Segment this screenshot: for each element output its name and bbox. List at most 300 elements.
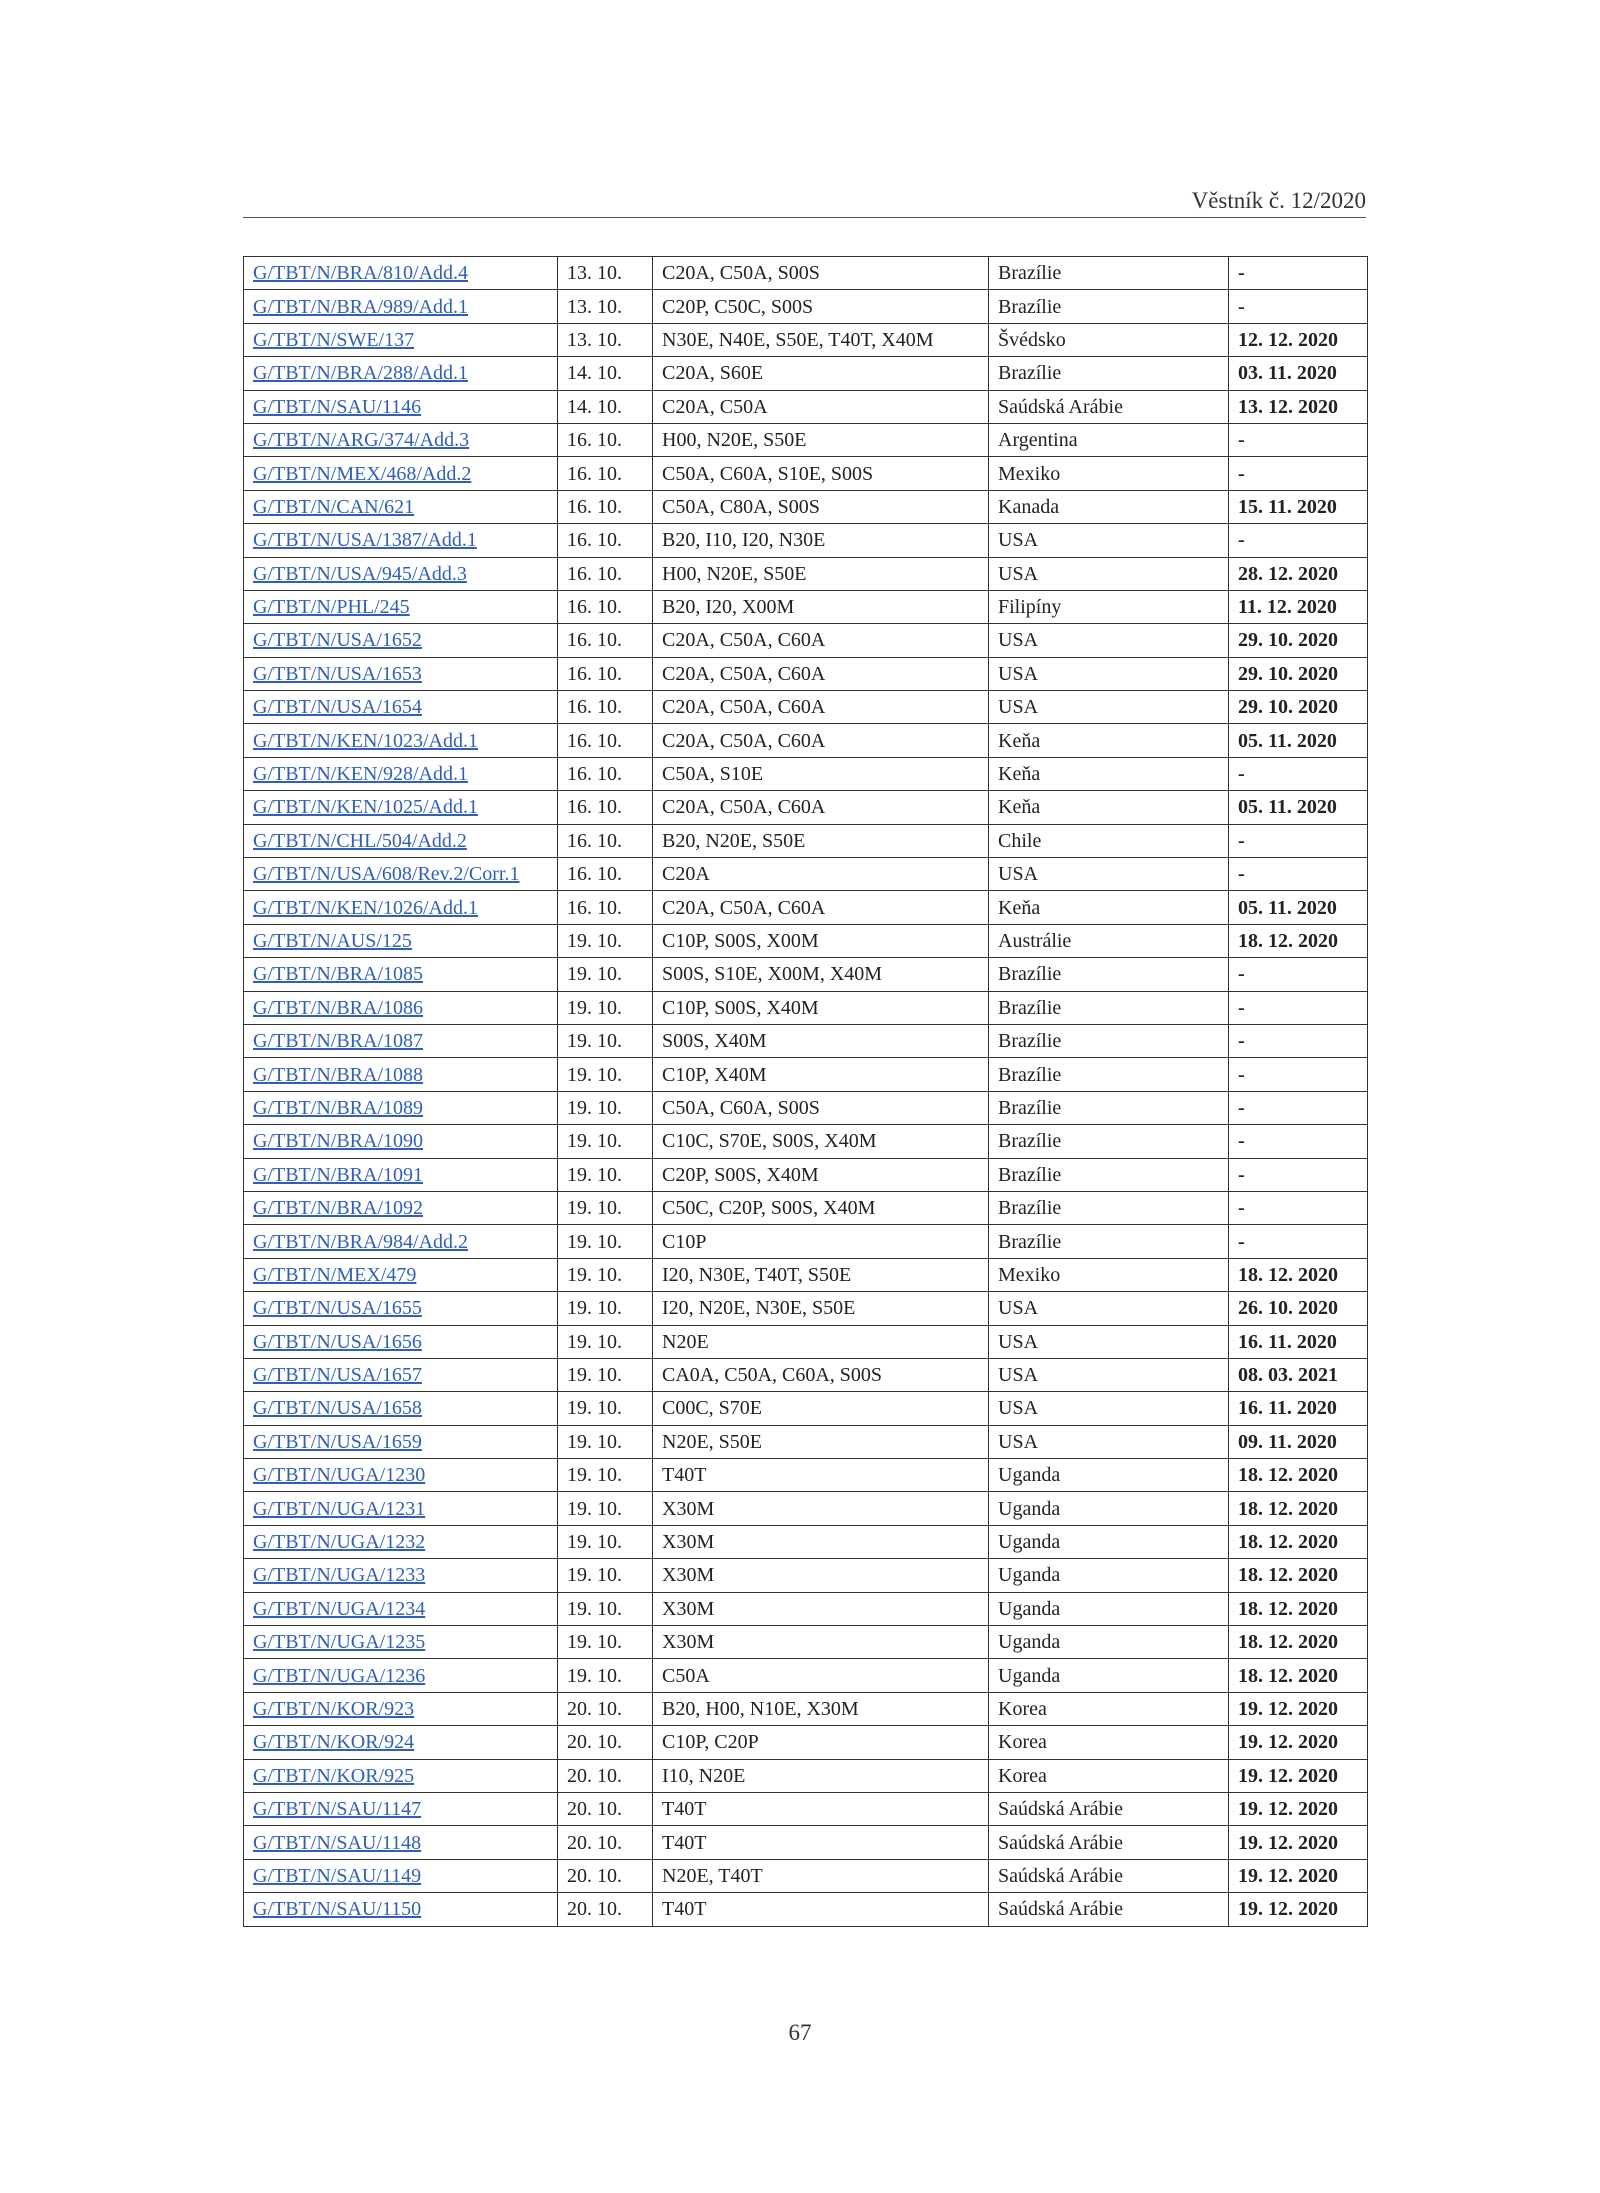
deadline-cell: - [1229, 423, 1368, 456]
notification-code-cell [244, 290, 558, 323]
deadline-cell: - [1229, 824, 1368, 857]
notification-link[interactable]: G/TBT/N/USA/1655 [253, 1297, 422, 1320]
table-row [244, 791, 1368, 824]
notification-link[interactable]: G/TBT/N/CHL/504/Add.2 [253, 829, 467, 852]
country-cell: Švédsko [989, 323, 1229, 356]
ics-codes-cell: N30E, N40E, S50E, T40T, X40M [653, 323, 989, 356]
ics-codes-cell: T40T [653, 1826, 989, 1859]
deadline-cell: 29. 10. 2020 [1229, 657, 1368, 690]
notification-link[interactable]: G/TBT/N/KEN/928/Add.1 [253, 763, 468, 786]
notification-code-cell [244, 657, 558, 690]
notification-code-cell [244, 1826, 558, 1859]
date-cell: 16. 10. [558, 724, 653, 757]
table-row [244, 1191, 1368, 1224]
ics-codes-cell: C00C, S70E [653, 1392, 989, 1425]
date-cell: 19. 10. [558, 1024, 653, 1057]
country-cell: USA [989, 691, 1229, 724]
deadline-cell: 18. 12. 2020 [1229, 1459, 1368, 1492]
notification-link[interactable]: G/TBT/N/USA/1658 [253, 1397, 422, 1420]
table-row [244, 590, 1368, 623]
country-cell: Keňa [989, 757, 1229, 790]
notification-link[interactable]: G/TBT/N/USA/1654 [253, 696, 422, 719]
ics-codes-cell: T40T [653, 1459, 989, 1492]
table-row [244, 1859, 1368, 1892]
country-cell: Saúdská Arábie [989, 390, 1229, 423]
date-cell: 16. 10. [558, 624, 653, 657]
table-row [244, 1125, 1368, 1158]
notification-link[interactable]: G/TBT/N/SAU/1149 [253, 1864, 422, 1887]
notification-link[interactable]: G/TBT/N/UGA/1234 [253, 1597, 426, 1620]
country-cell: Brazílie [989, 1191, 1229, 1224]
ics-codes-cell: B20, I10, I20, N30E [653, 524, 989, 557]
date-cell: 19. 10. [558, 1258, 653, 1291]
deadline-cell: 18. 12. 2020 [1229, 1592, 1368, 1625]
deadline-cell: 13. 12. 2020 [1229, 390, 1368, 423]
country-cell: USA [989, 557, 1229, 590]
notification-link[interactable]: G/TBT/N/MEX/468/Add.2 [253, 462, 472, 485]
table-row [244, 1325, 1368, 1358]
bulletin-title: Věstník č. 12/2020 [1191, 188, 1366, 213]
notification-link[interactable]: G/TBT/N/SAU/1146 [253, 395, 422, 418]
date-cell: 19. 10. [558, 1492, 653, 1525]
date-cell: 19. 10. [558, 1225, 653, 1258]
ics-codes-cell: C10P, S00S, X00M [653, 924, 989, 957]
table-row [244, 557, 1368, 590]
notification-link[interactable]: G/TBT/N/BRA/1088 [253, 1063, 424, 1086]
notification-link[interactable]: G/TBT/N/USA/1652 [253, 629, 422, 652]
notification-code-cell [244, 524, 558, 557]
date-cell: 16. 10. [558, 524, 653, 557]
deadline-cell: - [1229, 1091, 1368, 1124]
country-cell: Keňa [989, 791, 1229, 824]
notification-link[interactable]: G/TBT/N/UGA/1230 [253, 1464, 426, 1487]
ics-codes-cell: X30M [653, 1559, 989, 1592]
ics-codes-cell: H00, N20E, S50E [653, 557, 989, 590]
ics-codes-cell: C10C, S70E, S00S, X40M [653, 1125, 989, 1158]
ics-codes-cell: C20A, C50A, S00S [653, 257, 989, 290]
deadline-cell: - [1229, 1125, 1368, 1158]
notification-code-cell [244, 1626, 558, 1659]
date-cell: 16. 10. [558, 557, 653, 590]
country-cell: Uganda [989, 1559, 1229, 1592]
notification-code-cell [244, 1024, 558, 1057]
country-cell: Brazílie [989, 357, 1229, 390]
deadline-cell: 18. 12. 2020 [1229, 924, 1368, 957]
table-row [244, 1559, 1368, 1592]
notification-code-cell [244, 1893, 558, 1926]
table-row [244, 1459, 1368, 1492]
country-cell: Kanada [989, 490, 1229, 523]
notification-link[interactable]: G/TBT/N/BRA/288/Add.1 [253, 362, 469, 385]
deadline-cell: - [1229, 1158, 1368, 1191]
table-row [244, 724, 1368, 757]
date-cell: 20. 10. [558, 1759, 653, 1792]
deadline-cell: 16. 11. 2020 [1229, 1325, 1368, 1358]
country-cell: Uganda [989, 1592, 1229, 1625]
table-row [244, 290, 1368, 323]
notification-code-cell [244, 1358, 558, 1391]
notification-link[interactable]: G/TBT/N/SAU/1150 [253, 1898, 422, 1921]
ics-codes-cell: C10P, C20P [653, 1726, 989, 1759]
ics-codes-cell: C20A, C50A, C60A [653, 724, 989, 757]
deadline-cell: - [1229, 290, 1368, 323]
notification-code-cell [244, 1158, 558, 1191]
notification-link[interactable]: G/TBT/N/KEN/1023/Add.1 [253, 729, 478, 752]
notification-link[interactable]: G/TBT/N/KEN/1025/Add.1 [253, 796, 478, 819]
notification-code-cell [244, 1425, 558, 1458]
notification-code-cell [244, 557, 558, 590]
notifications-table [243, 256, 1368, 1927]
ics-codes-cell: C20A, C50A, C60A [653, 891, 989, 924]
date-cell: 20. 10. [558, 1792, 653, 1825]
table-row [244, 1592, 1368, 1625]
ics-codes-cell: C20A, C50A, C60A [653, 791, 989, 824]
table-row [244, 958, 1368, 991]
notification-link[interactable]: G/TBT/N/USA/1657 [253, 1364, 422, 1387]
date-cell: 19. 10. [558, 924, 653, 957]
table-row [244, 1425, 1368, 1458]
deadline-cell: - [1229, 1024, 1368, 1057]
ics-codes-cell: C10P, X40M [653, 1058, 989, 1091]
notification-code-cell [244, 1859, 558, 1892]
date-cell: 20. 10. [558, 1826, 653, 1859]
deadline-cell: - [1229, 858, 1368, 891]
country-cell: Uganda [989, 1626, 1229, 1659]
deadline-cell: - [1229, 757, 1368, 790]
date-cell: 19. 10. [558, 958, 653, 991]
notification-link[interactable]: G/TBT/N/SWE/137 [253, 328, 415, 351]
notification-link[interactable]: G/TBT/N/BRA/1089 [253, 1096, 424, 1119]
notification-code-cell [244, 1692, 558, 1725]
country-cell: Uganda [989, 1525, 1229, 1558]
notification-code-cell [244, 1091, 558, 1124]
notification-link[interactable]: G/TBT/N/BRA/1087 [253, 1030, 424, 1053]
notification-link[interactable]: G/TBT/N/BRA/1091 [253, 1163, 424, 1186]
table-row [244, 1525, 1368, 1558]
deadline-cell: 11. 12. 2020 [1229, 590, 1368, 623]
country-cell: USA [989, 624, 1229, 657]
country-cell: Saúdská Arábie [989, 1859, 1229, 1892]
deadline-cell: 26. 10. 2020 [1229, 1292, 1368, 1325]
deadline-cell: - [1229, 457, 1368, 490]
ics-codes-cell: C50A, C60A, S00S [653, 1091, 989, 1124]
notification-code-cell [244, 691, 558, 724]
date-cell: 19. 10. [558, 1525, 653, 1558]
notification-code-cell [244, 1392, 558, 1425]
ics-codes-cell: I10, N20E [653, 1759, 989, 1792]
deadline-cell: 12. 12. 2020 [1229, 323, 1368, 356]
notification-code-cell [244, 1659, 558, 1692]
date-cell: 19. 10. [558, 1626, 653, 1659]
notification-link[interactable]: G/TBT/N/UGA/1236 [253, 1664, 426, 1687]
date-cell: 19. 10. [558, 1592, 653, 1625]
date-cell: 19. 10. [558, 1392, 653, 1425]
page-header [243, 185, 1366, 218]
page-number: 67 [788, 2020, 812, 2045]
country-cell: Saúdská Arábie [989, 1893, 1229, 1926]
ics-codes-cell: T40T [653, 1893, 989, 1926]
notification-code-cell [244, 1058, 558, 1091]
notification-link[interactable]: G/TBT/N/ARG/374/Add.3 [253, 429, 470, 452]
table-row [244, 457, 1368, 490]
table-row [244, 1058, 1368, 1091]
notification-link[interactable]: G/TBT/N/SAU/1148 [253, 1831, 422, 1854]
notification-link[interactable]: G/TBT/N/USA/1659 [253, 1430, 422, 1453]
country-cell: Austrálie [989, 924, 1229, 957]
date-cell: 19. 10. [558, 1292, 653, 1325]
notification-link[interactable]: G/TBT/N/KOR/923 [253, 1697, 415, 1720]
country-cell: Brazílie [989, 1024, 1229, 1057]
notification-code-cell [244, 1191, 558, 1224]
deadline-cell: - [1229, 524, 1368, 557]
date-cell: 16. 10. [558, 891, 653, 924]
date-cell: 14. 10. [558, 357, 653, 390]
table-row [244, 1726, 1368, 1759]
deadline-cell: - [1229, 958, 1368, 991]
ics-codes-cell: X30M [653, 1492, 989, 1525]
ics-codes-cell: C10P, S00S, X40M [653, 991, 989, 1024]
table-row [244, 858, 1368, 891]
date-cell: 16. 10. [558, 757, 653, 790]
country-cell: Brazílie [989, 1225, 1229, 1258]
notification-link[interactable]: G/TBT/N/BRA/1085 [253, 963, 424, 986]
date-cell: 16. 10. [558, 791, 653, 824]
date-cell: 16. 10. [558, 457, 653, 490]
notification-code-cell [244, 1592, 558, 1625]
country-cell: Brazílie [989, 290, 1229, 323]
notification-code-cell [244, 257, 558, 290]
date-cell: 20. 10. [558, 1859, 653, 1892]
deadline-cell: 19. 12. 2020 [1229, 1792, 1368, 1825]
table-row [244, 423, 1368, 456]
date-cell: 19. 10. [558, 1191, 653, 1224]
notification-code-cell [244, 357, 558, 390]
deadline-cell: 16. 11. 2020 [1229, 1392, 1368, 1425]
table-row [244, 1792, 1368, 1825]
country-cell: Brazílie [989, 1058, 1229, 1091]
notification-code-cell [244, 1225, 558, 1258]
table-row [244, 1292, 1368, 1325]
deadline-cell: 19. 12. 2020 [1229, 1726, 1368, 1759]
deadline-cell: 18. 12. 2020 [1229, 1659, 1368, 1692]
notification-link[interactable]: G/TBT/N/CAN/621 [253, 495, 415, 518]
table-row [244, 691, 1368, 724]
notification-code-cell [244, 1559, 558, 1592]
table-row [244, 891, 1368, 924]
notification-link[interactable]: G/TBT/N/BRA/1092 [253, 1197, 424, 1220]
table-row [244, 991, 1368, 1024]
date-cell: 19. 10. [558, 1058, 653, 1091]
table-row [244, 1659, 1368, 1692]
notification-link[interactable]: G/TBT/N/KOR/925 [253, 1764, 415, 1787]
ics-codes-cell: S00S, S10E, X00M, X40M [653, 958, 989, 991]
table-row [244, 1225, 1368, 1258]
date-cell: 13. 10. [558, 323, 653, 356]
ics-codes-cell: C20A [653, 858, 989, 891]
notification-link[interactable]: G/TBT/N/UGA/1235 [253, 1631, 426, 1654]
deadline-cell: 18. 12. 2020 [1229, 1492, 1368, 1525]
country-cell: Brazílie [989, 1158, 1229, 1191]
notification-link[interactable]: G/TBT/N/USA/608/Rev.2/Corr.1 [253, 863, 520, 886]
country-cell: USA [989, 1358, 1229, 1391]
ics-codes-cell: B20, I20, X00M [653, 590, 989, 623]
table-row [244, 1826, 1368, 1859]
notification-link[interactable]: G/TBT/N/AUS/125 [253, 930, 412, 952]
notification-code-cell [244, 924, 558, 957]
date-cell: 16. 10. [558, 590, 653, 623]
notification-code-cell [244, 490, 558, 523]
table-row [244, 1626, 1368, 1659]
table-row [244, 1759, 1368, 1792]
notification-link[interactable]: G/TBT/N/KEN/1026/Add.1 [253, 896, 478, 919]
date-cell: 19. 10. [558, 1559, 653, 1592]
table-row [244, 624, 1368, 657]
ics-codes-cell: N20E, S50E [653, 1425, 989, 1458]
deadline-cell: 05. 11. 2020 [1229, 724, 1368, 757]
country-cell: Saúdská Arábie [989, 1792, 1229, 1825]
notification-link[interactable]: G/TBT/N/BRA/810/Add.4 [253, 262, 469, 285]
country-cell: Brazílie [989, 958, 1229, 991]
notification-code-cell [244, 1459, 558, 1492]
deadline-cell: 18. 12. 2020 [1229, 1626, 1368, 1659]
deadline-cell: 28. 12. 2020 [1229, 557, 1368, 590]
ics-codes-cell: T40T [653, 1792, 989, 1825]
ics-codes-cell: C20A, C50A, C60A [653, 657, 989, 690]
notification-link[interactable]: G/TBT/N/SAU/1147 [253, 1798, 422, 1821]
country-cell: Keňa [989, 724, 1229, 757]
country-cell: Korea [989, 1759, 1229, 1792]
table-row [244, 1358, 1368, 1391]
ics-codes-cell: X30M [653, 1626, 989, 1659]
table-row [244, 524, 1368, 557]
ics-codes-cell: S00S, X40M [653, 1024, 989, 1057]
ics-codes-cell: C20A, C50A, C60A [653, 624, 989, 657]
date-cell: 13. 10. [558, 257, 653, 290]
ics-codes-cell: B20, N20E, S50E [653, 824, 989, 857]
table-row [244, 1258, 1368, 1291]
notification-link[interactable]: G/TBT/N/USA/1656 [253, 1330, 422, 1353]
notifications-table-body [244, 257, 1368, 1927]
notification-code-cell [244, 824, 558, 857]
notification-code-cell [244, 757, 558, 790]
table-row [244, 1158, 1368, 1191]
deadline-cell: 05. 11. 2020 [1229, 891, 1368, 924]
deadline-cell: 19. 12. 2020 [1229, 1893, 1368, 1926]
country-cell: Korea [989, 1692, 1229, 1725]
deadline-cell: 29. 10. 2020 [1229, 624, 1368, 657]
date-cell: 19. 10. [558, 1325, 653, 1358]
notification-link[interactable]: G/TBT/N/UGA/1232 [253, 1531, 426, 1554]
notification-link[interactable]: G/TBT/N/KOR/924 [253, 1731, 415, 1754]
country-cell: USA [989, 1392, 1229, 1425]
notification-link[interactable]: G/TBT/N/PHL/245 [253, 596, 410, 619]
ics-codes-cell: C50C, C20P, S00S, X40M [653, 1191, 989, 1224]
notification-link[interactable]: G/TBT/N/MEX/479 [253, 1263, 417, 1286]
notification-code-cell [244, 1726, 558, 1759]
notification-link[interactable]: G/TBT/N/UGA/1233 [253, 1564, 426, 1587]
notification-code-cell [244, 991, 558, 1024]
notification-code-cell [244, 1292, 558, 1325]
table-row [244, 657, 1368, 690]
ics-codes-cell: N20E [653, 1325, 989, 1358]
date-cell: 16. 10. [558, 858, 653, 891]
ics-codes-cell: B20, H00, N10E, X30M [653, 1692, 989, 1725]
ics-codes-cell: C50A, C60A, S10E, S00S [653, 457, 989, 490]
ics-codes-cell: N20E, T40T [653, 1859, 989, 1892]
deadline-cell: 15. 11. 2020 [1229, 490, 1368, 523]
notification-code-cell [244, 1258, 558, 1291]
deadline-cell: - [1229, 1191, 1368, 1224]
deadline-cell: - [1229, 1058, 1368, 1091]
country-cell: Mexiko [989, 1258, 1229, 1291]
notification-code-cell [244, 423, 558, 456]
country-cell: Korea [989, 1726, 1229, 1759]
notification-code-cell [244, 891, 558, 924]
notification-code-cell [244, 1759, 558, 1792]
date-cell: 19. 10. [558, 1158, 653, 1191]
notification-link[interactable]: G/TBT/N/USA/945/Add.3 [253, 562, 467, 585]
date-cell: 19. 10. [558, 991, 653, 1024]
country-cell: Saúdská Arábie [989, 1826, 1229, 1859]
notification-code-cell [244, 1792, 558, 1825]
country-cell: USA [989, 1425, 1229, 1458]
notification-link[interactable]: G/TBT/N/BRA/1090 [253, 1130, 424, 1153]
date-cell: 16. 10. [558, 657, 653, 690]
table-row [244, 357, 1368, 390]
notification-code-cell [244, 724, 558, 757]
country-cell: Uganda [989, 1659, 1229, 1692]
deadline-cell: 29. 10. 2020 [1229, 691, 1368, 724]
notification-code-cell [244, 958, 558, 991]
date-cell: 20. 10. [558, 1726, 653, 1759]
date-cell: 19. 10. [558, 1358, 653, 1391]
deadline-cell: 05. 11. 2020 [1229, 791, 1368, 824]
date-cell: 16. 10. [558, 423, 653, 456]
deadline-cell: 19. 12. 2020 [1229, 1859, 1368, 1892]
notification-code-cell [244, 590, 558, 623]
ics-codes-cell: C50A, C80A, S00S [653, 490, 989, 523]
date-cell: 20. 10. [558, 1692, 653, 1725]
notification-link[interactable]: G/TBT/N/UGA/1231 [253, 1497, 426, 1520]
notification-code-cell [244, 1125, 558, 1158]
date-cell: 19. 10. [558, 1425, 653, 1458]
notification-code-cell [244, 624, 558, 657]
table-row [244, 1392, 1368, 1425]
notification-code-cell [244, 457, 558, 490]
ics-codes-cell: CA0A, C50A, C60A, S00S [653, 1358, 989, 1391]
notification-link[interactable]: G/TBT/N/BRA/989/Add.1 [253, 295, 469, 318]
notification-link[interactable]: G/TBT/N/BRA/984/Add.2 [253, 1230, 469, 1253]
ics-codes-cell: X30M [653, 1592, 989, 1625]
deadline-cell: - [1229, 1225, 1368, 1258]
ics-codes-cell: I20, N30E, T40T, S50E [653, 1258, 989, 1291]
country-cell: Uganda [989, 1459, 1229, 1492]
notification-link[interactable]: G/TBT/N/BRA/1086 [253, 996, 424, 1019]
ics-codes-cell: C50A [653, 1659, 989, 1692]
date-cell: 19. 10. [558, 1459, 653, 1492]
country-cell: USA [989, 1292, 1229, 1325]
table-row [244, 924, 1368, 957]
notification-link[interactable]: G/TBT/N/USA/1387/Add.1 [253, 529, 477, 552]
date-cell: 16. 10. [558, 490, 653, 523]
date-cell: 20. 10. [558, 1893, 653, 1926]
country-cell: Mexiko [989, 457, 1229, 490]
country-cell: Filipíny [989, 590, 1229, 623]
country-cell: Chile [989, 824, 1229, 857]
notification-link[interactable]: G/TBT/N/USA/1653 [253, 662, 422, 685]
deadline-cell: 19. 12. 2020 [1229, 1692, 1368, 1725]
date-cell: 16. 10. [558, 691, 653, 724]
